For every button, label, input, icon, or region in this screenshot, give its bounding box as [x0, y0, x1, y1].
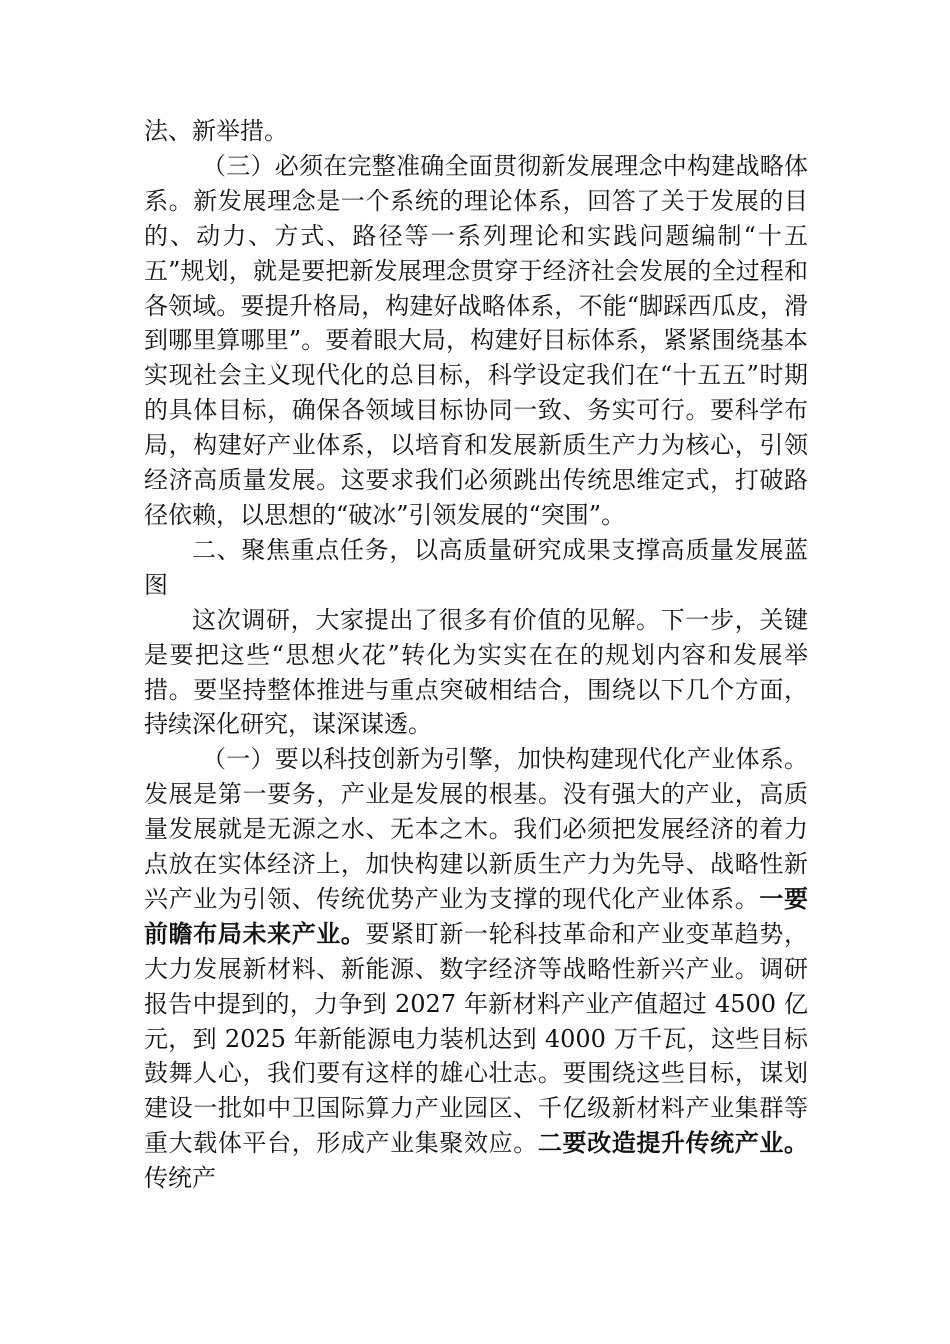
bold-point-traditional-industries: 二要改造提升传统产业。	[537, 1129, 809, 1158]
paragraph-industry-system	[144, 742, 808, 1196]
document-body	[144, 114, 808, 1196]
paragraph-industry-intro: （一）要以科技创新为引擎，加快构建现代化产业体系。发展是第一要务，产业是发展的根基。没有强大的产业，高质量发展就是无源之水、无本之木。我们必须把发展经济的着力点放在实体经济上，加快构建以新质生产力为先导、战略性新兴产业为引领、传统优势产业为支撑的现代化产业体系。	[144, 745, 808, 913]
paragraph-industry-tail: 传统产	[144, 1164, 216, 1193]
section-heading-2: 二、聚焦重点任务，以高质量研究成果支撑高质量发展蓝图	[144, 535, 808, 599]
paragraph-strategy-system: （三）必须在完整准确全面贯彻新发展理念中构建战略体系。新发展理念是一个系统的理论体系，回答了关于发展的目的、动力、方式、路径等一系列理论和实践问题编制“十五五”规划，就是要把新发展理念贯穿于经济社会发展的全过程和各领域。要提升格局，构建好战略体系，不能“脚踩西瓜皮，滑到哪里算哪里”。要着眼大局，构建好目标体系，紧紧围绕基本实现社会主义现代化的总目标，科学设定我们在“十五五”时期的具体目标，确保各领域目标协同一致、务实可行。要科学布局，构建好产业体系，以培育和发展新质生产力为核心，引领经济高质量发展。这要求我们必须跳出传统思维定式，打破路径依赖，以思想的“破冰”引领发展的“突围”。	[144, 151, 808, 529]
paragraph-research-insights: 这次调研，大家提出了很多有价值的见解。下一步，关键是要把这些“思想火花”转化为实实在在的规划内容和发展举措。要坚持整体推进与重点突破相结合，围绕以下几个方面，持续深化研究，谋深谋透。	[144, 605, 808, 739]
bold-point-future-industries: 一要前瞻布局未来产业。	[144, 884, 809, 948]
paragraph-industry-detail: 要紧盯新一轮科技革命和产业变革趋势，大力发展新材料、新能源、数字经济等战略性新兴产业。调研报告中提到的，力争到 2027 年新材料产业产值超过 4500 亿元，到 2025 年新能源电力装机达到 4000 万千瓦，这些目标鼓舞人心，我们要有这样的雄心壮志。要围绕这些目标，谋划建设一批如中卫国际算力产业园区、千亿级新材料产业集群等重大载体平台，形成产业集聚效应。	[144, 919, 809, 1158]
paragraph-continuation: 法、新举措。	[144, 117, 288, 145]
